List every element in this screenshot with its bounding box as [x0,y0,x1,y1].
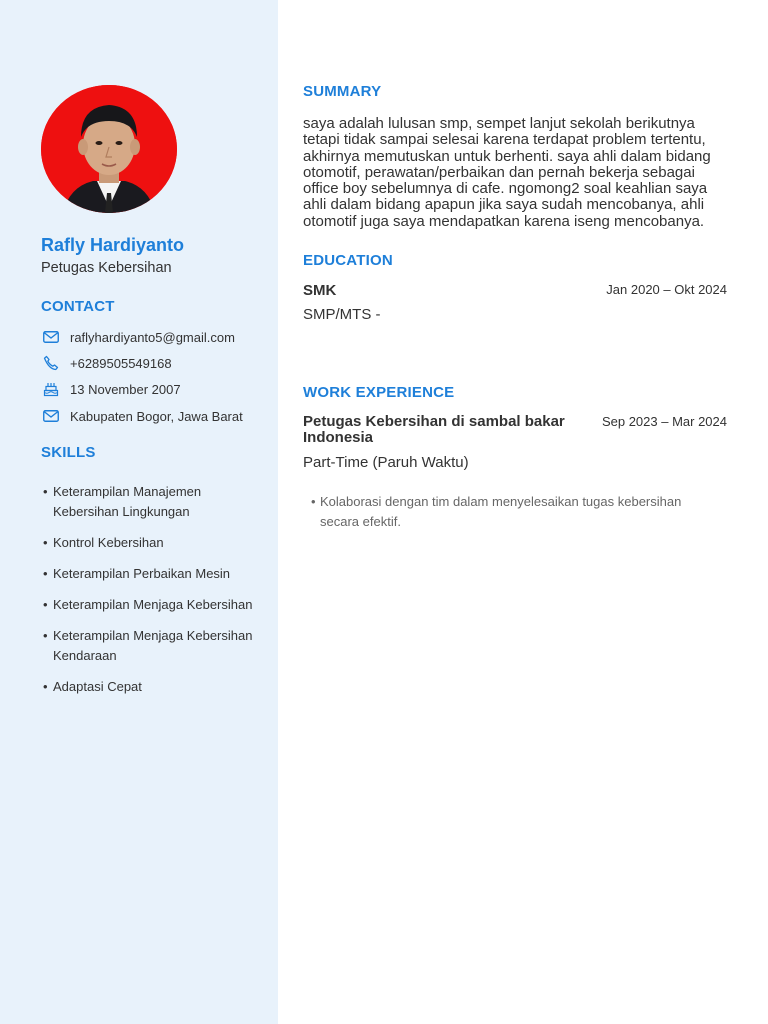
bullet: • [311,494,316,509]
list-item [41,677,269,697]
portrait-illustration [41,85,177,213]
job-bullet-text: Kolaborasi dengan tim dalam menyelesaikan tugas kebersihan secara efektif. [320,494,682,529]
skills-heading: SKILLS [41,444,96,461]
job-date: Sep 2023 – Mar 2024 [601,414,727,429]
contact-address-text: Kabupaten Bogor, Jawa Barat [70,408,243,424]
skill-label: Keterampilan Menjaga Kebersihan [53,597,253,612]
skill-label: Keterampilan Manajemen Kebersihan Lingkungan [53,484,202,519]
profile-photo [41,85,177,213]
contact-email[interactable] [41,329,235,345]
profile-name: Rafly Hardiyanto [41,235,185,255]
skills-list [41,482,269,708]
bullet: • [43,628,48,643]
contact-phone-text: +6289505549168 [70,355,172,371]
skill-label: Keterampilan Menjaga Kebersihan Kendaraan [53,628,253,663]
phone-icon [41,355,61,371]
job-bullet-item [311,492,721,532]
summary-heading: SUMMARY [303,83,382,100]
skill-label: Kontrol Kebersihan [53,535,164,550]
education-subtitle: SMP/MTS - [303,306,381,323]
contact-email-text: raflyhardiyanto5@gmail.com [70,329,235,345]
list-item [41,626,269,666]
bullet: • [43,679,48,694]
list-item [41,482,269,522]
birthday-cake-icon [41,381,61,397]
contact-birthdate-text: 13 November 2007 [70,381,181,397]
mail-icon [41,329,61,345]
bullet: • [43,535,48,550]
bullet: • [43,566,48,581]
contact-phone[interactable] [41,355,172,371]
mail-icon [41,408,61,424]
job-type: Part-Time (Paruh Waktu) [303,454,469,471]
skill-label: Keterampilan Perbaikan Mesin [53,566,231,581]
skill-label: Adaptasi Cepat [53,679,142,694]
summary-text: saya adalah lulusan smp, sempet lanjut sekolah berikutnya tetapi tidak sampai selesai karena terdapat problem tertentu, akhirnya memutuskan untuk berhenti. saya ahli dalam bidang otomotif, perawatan/perbaikan dan pernah bekerja sebagai office boy sebelumnya di cafe. ngomong2 soal keahlian saya ahli dalam bidang apapun jika saya sudah mencobanya, ahli otomotif juga saya mendapatkan karena iseng mencobanya. [303,115,711,230]
list-item [41,595,269,615]
education-school: SMK [303,282,337,299]
contact-address [41,408,243,424]
contact-birthdate [41,381,181,397]
bullet: • [43,597,48,612]
list-item [41,533,269,553]
profile-role: Petugas Kebersihan [41,260,172,276]
contact-heading: CONTACT [41,298,115,315]
job-title: Petugas Kebersihan di sambal bakar Indonesia [303,413,565,446]
bullet: • [43,484,48,499]
education-heading: EDUCATION [303,252,393,269]
work-heading: WORK EXPERIENCE [303,384,455,401]
list-item [41,564,269,584]
education-date: Jan 2020 – Okt 2024 [606,282,727,297]
